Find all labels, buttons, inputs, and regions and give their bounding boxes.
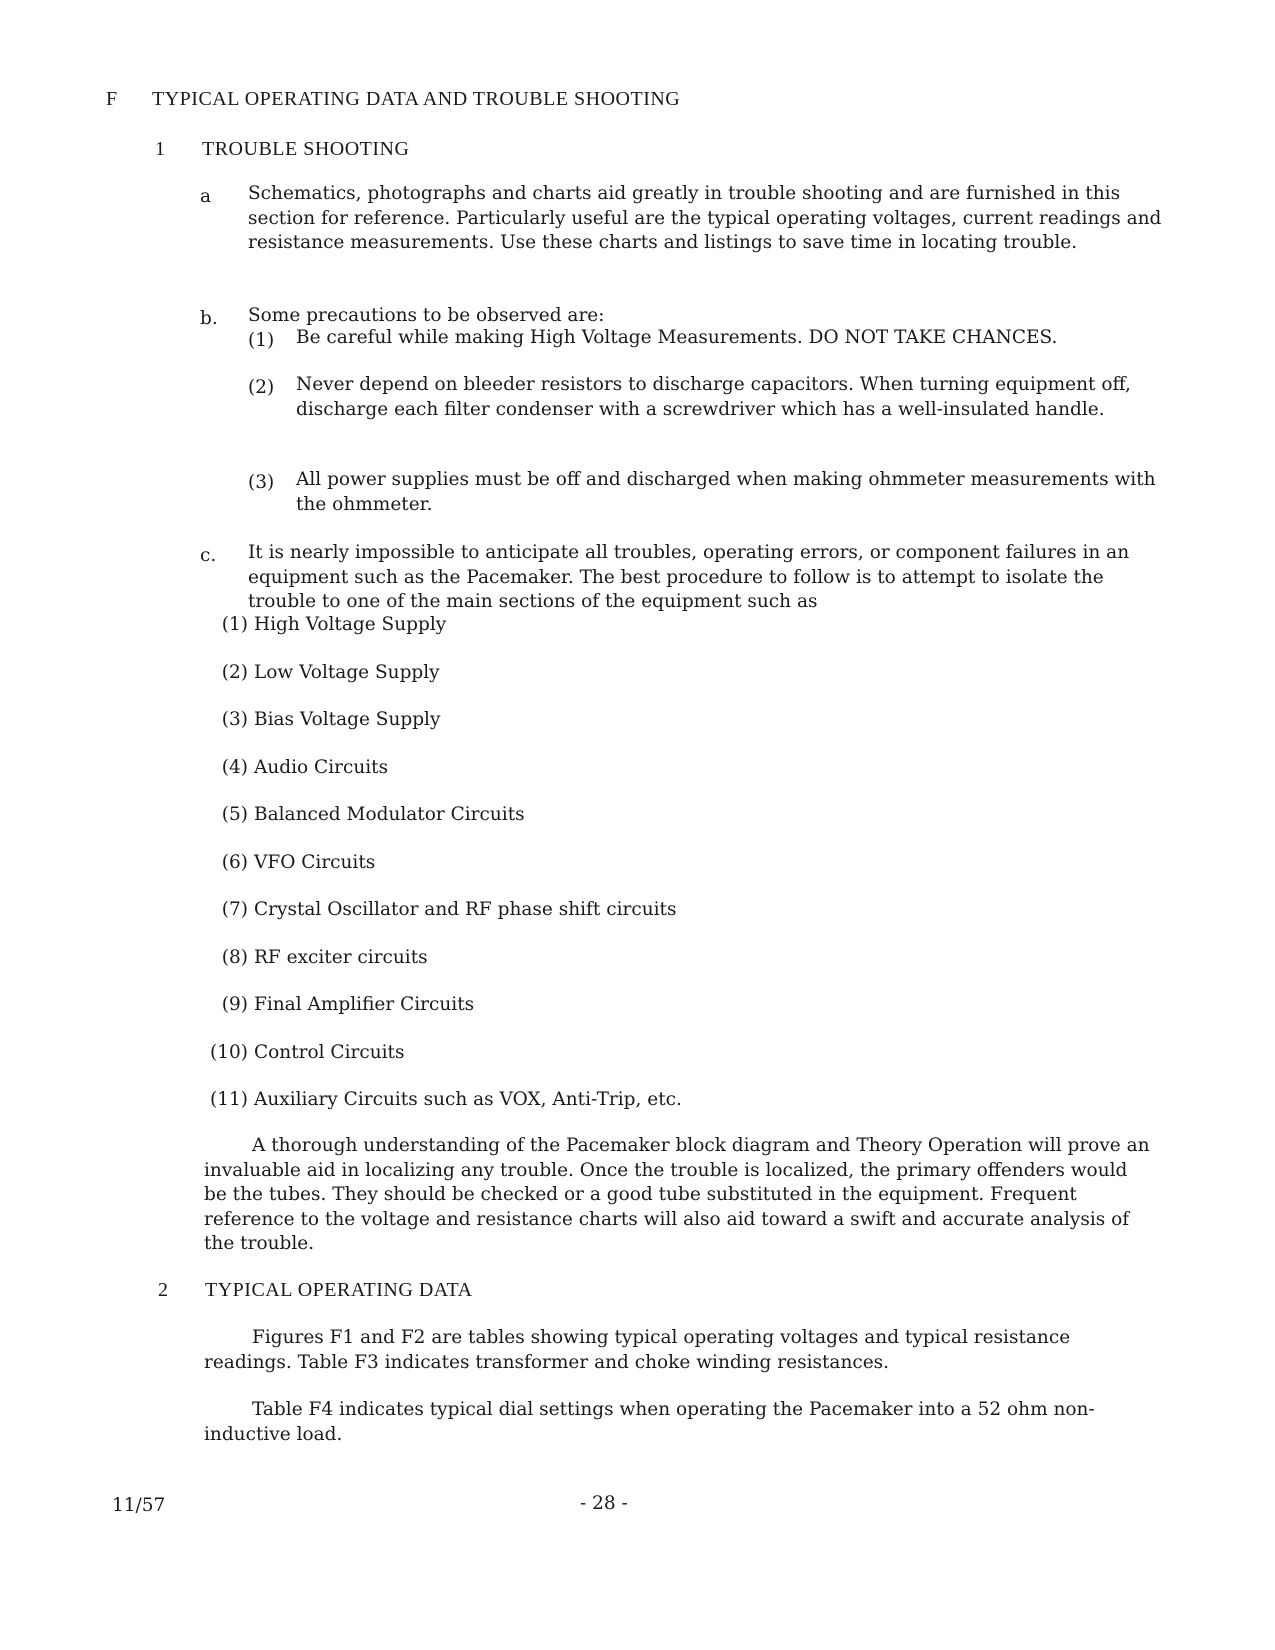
section-list-item [200,1042,404,1063]
section-list-item [200,1089,682,1110]
section-letter: F [106,88,118,110]
list-item-text: Balanced Modulator Circuits [254,804,525,825]
precaution-item: Never depend on bleeder resistors to discharge capacitors. When turning equipment off, discharge each filter condenser with a screwdriver which has a well-insulated handle. [296,374,1131,420]
precaution-number: (3) [248,472,275,493]
list-item-text: High Voltage Supply [254,614,447,635]
section-2-para-1: Figures F1 and F2 are tables showing typical operating voltages and typical resistance readings. Table F3 indicates transformer and choke winding resistances. [204,1327,1071,1373]
list-item-number: (3) [221,709,248,730]
closing-paragraph: A thorough understanding of the Pacemaker block diagram and Theory Operation will prove an invaluable aid in localizing any trouble. Once the trouble is localized, the primary offenders would be the tubes. They should be checked or a good tube substituted in the equipment. Frequent reference to the voltage and resistance charts will also aid toward a swift and accurate analysis of the trouble. [204,1135,1150,1254]
section-list-item [200,947,428,968]
list-item-number: (8) [221,946,248,968]
list-item-number: (6) [221,851,248,873]
para-b-letter: b. [200,308,218,329]
section-list-item [200,852,375,873]
section-1-number: 1 [155,138,166,160]
list-item-text: VFO Circuits [254,851,376,873]
section-list-item [200,994,474,1015]
precaution-number: (2) [248,377,275,398]
footer-date: 11/57 [112,1495,166,1516]
para-b: Some precautions to be observed are: [248,305,605,326]
list-item-number: (2) [221,661,248,683]
list-item-number: (9) [221,994,248,1015]
list-item-text: Control Circuits [254,1041,405,1063]
list-item-text: Crystal Oscillator and RF phase shift circuits [254,899,677,920]
list-item-text: RF exciter circuits [254,946,428,968]
list-item-number: (5) [221,804,248,825]
section-list-item [200,709,440,730]
para-a: Schematics, photographs and charts aid greatly in trouble shooting and are furnished in this section for reference. Particularly useful are the typical operating voltages, current readings and resistance measurements. Use these charts and listings to save time in locating trouble. [248,183,1162,253]
list-item-text: Audio Circuits [254,756,389,778]
list-item-number: (11) [210,1089,248,1110]
precaution-item: All power supplies must be off and discharged when making ohmmeter measurements with the ohmmeter. [296,469,1156,515]
para-c-letter: c. [200,545,217,566]
section-2-para-2: Table F4 indicates typical dial settings when operating the Pacemaker into a 52 ohm non-inductive load. [204,1399,1095,1445]
precaution-item: Be careful while making High Voltage Measurements. DO NOT TAKE CHANCES. [296,327,1058,348]
section-list-item [200,757,388,778]
list-item-number: (7) [221,899,248,920]
section-2-title: TYPICAL OPERATING DATA [205,1279,473,1301]
list-item-number: (10) [210,1041,248,1063]
list-item-text: Final Amplifier Circuits [254,994,475,1015]
precaution-number: (1) [248,330,275,351]
list-item-number: (4) [221,756,248,778]
page-number: - 28 - [580,1493,628,1514]
list-item-text: Auxiliary Circuits such as VOX, Anti-Trip, etc. [254,1089,682,1110]
list-item-number: (1) [221,614,248,635]
list-item-text: Bias Voltage Supply [254,709,441,730]
section-2-number: 2 [158,1279,169,1301]
section-list-item [200,662,440,683]
section-list-item [200,614,446,635]
section-list-item [200,899,676,920]
section-1-title: TROUBLE SHOOTING [202,138,410,160]
para-a-letter: a [200,186,212,207]
list-item-text: Low Voltage Supply [254,661,440,683]
page-title: TYPICAL OPERATING DATA AND TROUBLE SHOOTING [152,88,681,110]
section-list-item [200,804,525,825]
para-c: It is nearly impossible to anticipate all troubles, operating errors, or component failures in an equipment such as the Pacemaker. The best procedure to follow is to attempt to isolate the trouble to one of the main sections of the equipment such as [248,542,1130,612]
